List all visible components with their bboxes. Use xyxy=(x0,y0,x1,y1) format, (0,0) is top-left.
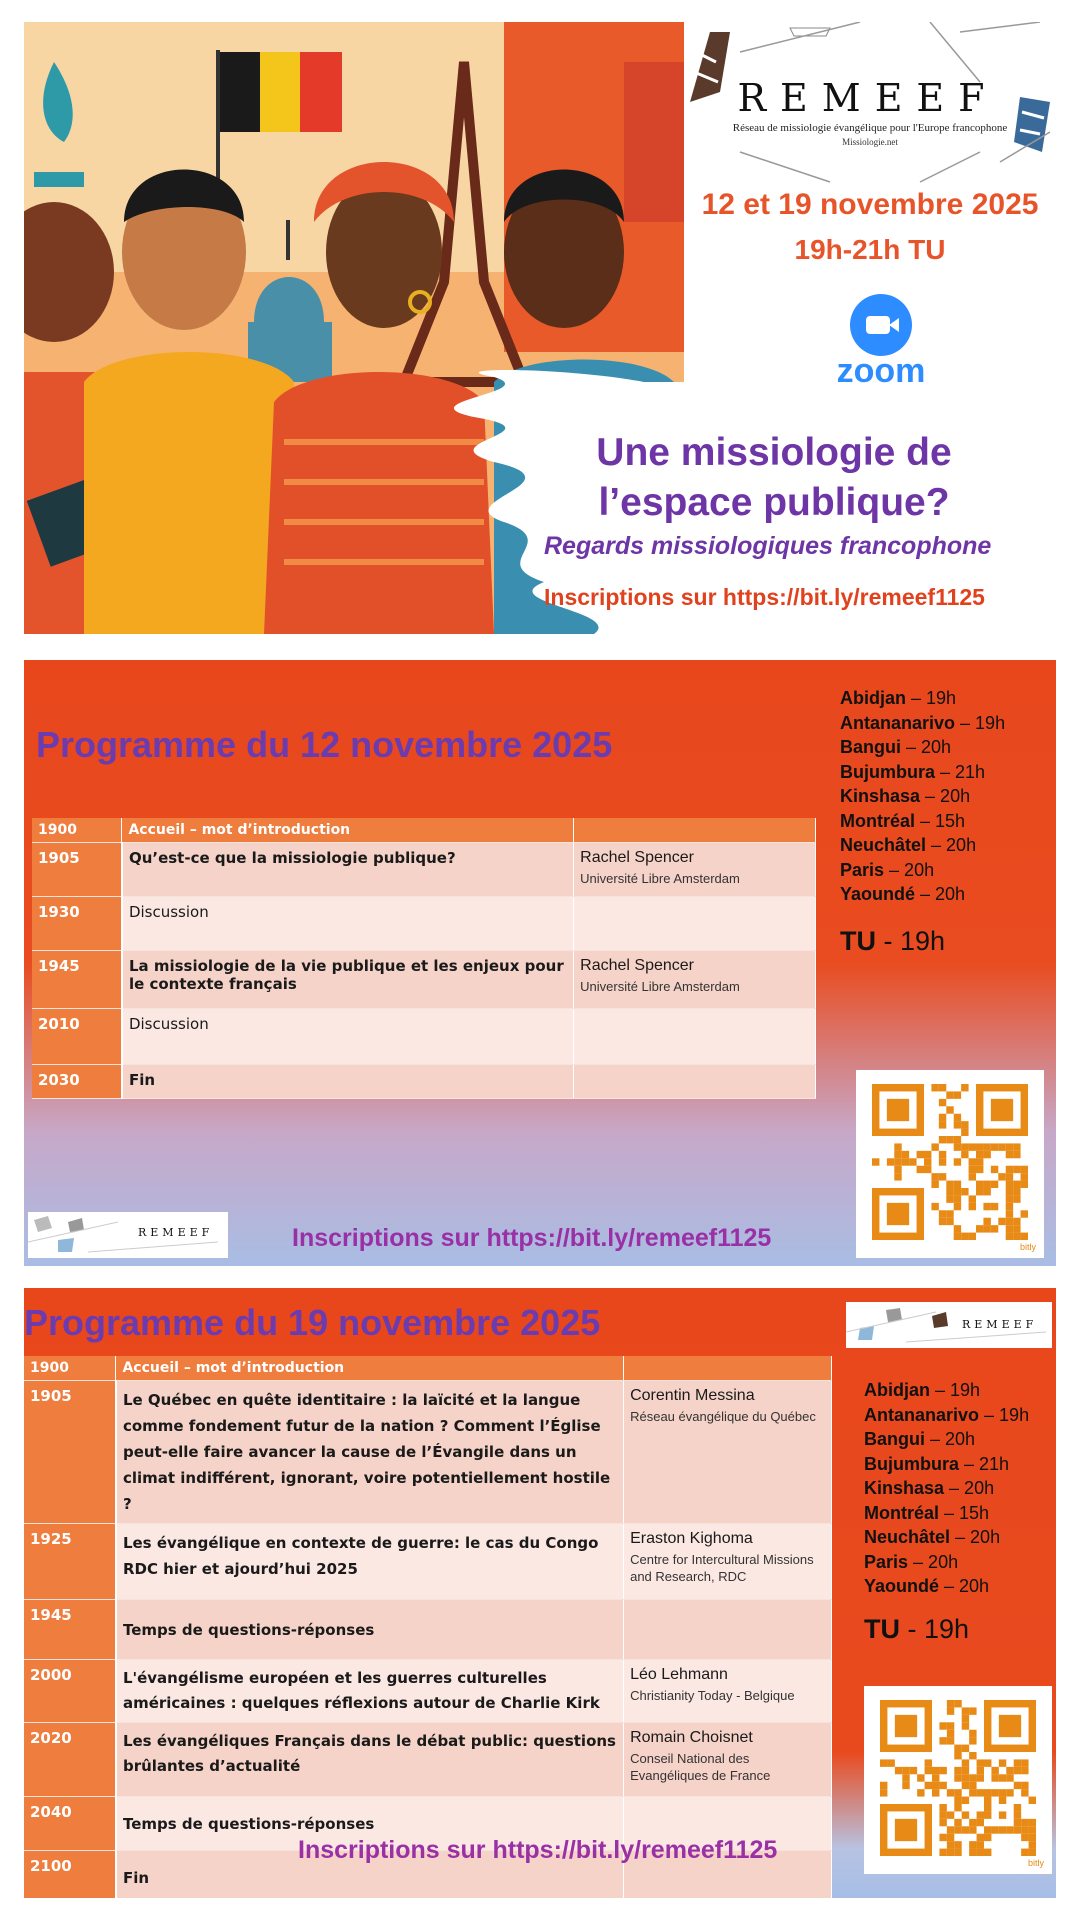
list-item: Neuchâtel – 20h xyxy=(840,835,977,855)
table-row xyxy=(24,1600,832,1660)
speaker-affiliation: Réseau évangélique du Québec xyxy=(630,1409,816,1424)
speaker-affiliation: Université Libre Amsterdam xyxy=(580,979,740,994)
row-time: 1930 xyxy=(32,897,122,951)
program-panel-nov-19 xyxy=(24,1288,1056,1898)
row-time: 1905 xyxy=(32,843,122,897)
row-title: Qu’est-ce que la missiologie publique? xyxy=(122,843,574,897)
row-time: 2100 xyxy=(24,1851,116,1899)
row-time: 2040 xyxy=(24,1797,116,1851)
event-subtitle: Regards missiologiques francophone xyxy=(544,532,992,560)
qr-tag: bitly xyxy=(1019,1242,1036,1252)
list-item: Montréal – 15h xyxy=(864,1502,990,1523)
row-title: Fin xyxy=(116,1851,624,1899)
list-item: Abidjan – 19h xyxy=(840,688,957,708)
speaker-name: Rachel Spencer xyxy=(580,849,694,866)
city-times-list xyxy=(864,1378,1029,1599)
qr-tag: bitly xyxy=(1027,1858,1044,1868)
table-row xyxy=(24,1723,832,1797)
list-item: Kinshasa – 20h xyxy=(840,786,971,806)
zoom-logo xyxy=(830,294,930,414)
remeef-mini-logo xyxy=(28,1212,228,1258)
table-row xyxy=(32,818,816,843)
row-title: La missiologie de la vie publique et les enjeux pour le contexte français xyxy=(122,951,574,1009)
logo-title: REMEEF xyxy=(737,76,999,120)
remeef-mini-logo xyxy=(846,1302,1052,1348)
table-row xyxy=(24,1356,832,1381)
registration-link[interactable]: Inscriptions sur https://bit.ly/remeef1125 xyxy=(298,1836,778,1864)
table-row xyxy=(32,897,816,951)
list-item: Neuchâtel – 20h xyxy=(864,1527,1001,1547)
speaker-name: Rachel Spencer xyxy=(580,957,694,974)
row-title: Les évangélique en contexte de guerre: le cas du Congo RDC hier et ajourd’hui 2025 xyxy=(116,1524,624,1600)
row-title: L'évangélisme européen et les guerres culturelles américaines : quelques réflexions autour de Charlie Kirk xyxy=(116,1660,624,1723)
event-time: 19h-21h TU xyxy=(794,234,946,265)
registration-link[interactable]: Inscriptions sur https://bit.ly/remeef1125 xyxy=(544,584,985,610)
zoom-camera-icon xyxy=(850,294,912,356)
row-time: 1900 xyxy=(24,1356,116,1381)
row-title: Temps de questions-réponses xyxy=(116,1600,624,1660)
speaker-name: Eraston Kighoma xyxy=(630,1530,753,1547)
qr-code-icon xyxy=(872,1084,1028,1240)
zoom-label: zoom xyxy=(836,352,926,390)
table-row xyxy=(32,843,816,897)
speaker-name: Corentin Messina xyxy=(630,1387,755,1404)
list-item: Bangui – 20h xyxy=(840,737,952,757)
row-title: Discussion xyxy=(122,1009,574,1065)
mini-logo-text: REMEEF xyxy=(962,1318,1038,1331)
table-row xyxy=(32,1065,816,1099)
row-time: 1900 xyxy=(32,818,122,843)
logo-site: Missiologie.net xyxy=(842,137,898,147)
list-item: Yaoundé – 20h xyxy=(864,1576,990,1596)
speaker-affiliation: Centre for Intercultural Missions and Research, RDC xyxy=(630,1552,814,1584)
program-table xyxy=(24,1356,832,1898)
table-row xyxy=(24,1660,832,1723)
row-time: 1945 xyxy=(24,1600,116,1660)
row-time: 2030 xyxy=(32,1065,122,1099)
table-row xyxy=(32,951,816,1009)
tu-time: TU - 19h xyxy=(864,1614,970,1644)
row-title: Les évangéliques Français dans le débat public: questions brûlantes d’actualité xyxy=(116,1723,624,1797)
city-times-list xyxy=(840,686,1005,907)
row-time: 1945 xyxy=(32,951,122,1009)
list-item: Kinshasa – 20h xyxy=(864,1478,995,1498)
speaker-name: Léo Lehmann xyxy=(630,1666,728,1683)
row-time: 2020 xyxy=(24,1723,116,1797)
remeef-logo xyxy=(680,22,1056,184)
event-banner xyxy=(24,22,1056,634)
mini-logo-text: REMEEF xyxy=(138,1226,214,1239)
logo-subtitle: Réseau de missiologie évangélique pour l'Europe francophone xyxy=(732,122,1008,134)
qr-code-icon xyxy=(880,1700,1036,1856)
speaker-name: Romain Choisnet xyxy=(630,1729,753,1746)
list-item: Abidjan – 19h xyxy=(864,1380,981,1400)
row-title: Discussion xyxy=(122,897,574,951)
list-item: Bangui – 20h xyxy=(864,1429,976,1449)
row-title: Accueil – mot d’introduction xyxy=(122,818,574,843)
list-item: Yaoundé – 20h xyxy=(840,884,966,904)
qr-code[interactable] xyxy=(864,1686,1052,1874)
row-title: Temps de questions-réponses xyxy=(116,1797,624,1851)
list-item: Paris – 20h xyxy=(864,1551,959,1572)
registration-link[interactable]: Inscriptions sur https://bit.ly/remeef1125 xyxy=(292,1224,772,1252)
event-title xyxy=(494,428,1054,528)
list-item: Bujumbura – 21h xyxy=(840,761,986,782)
event-dates: 12 et 19 novembre 2025 xyxy=(701,188,1039,221)
list-item: Antananarivo – 19h xyxy=(840,712,1006,733)
program-panel-nov-12 xyxy=(24,660,1056,1266)
row-title: Le Québec en quête identitaire : la laïcité et la langue comme fondement futur de la nation ? Comment l’Église peut-elle faire avancer la cause de l’Évangile dans un climat indifférent, ignorant, voire potentiellement hostile ? xyxy=(116,1381,624,1524)
list-item: Montréal – 15h xyxy=(840,810,966,831)
row-title: Fin xyxy=(122,1065,574,1099)
speaker-affiliation: Université Libre Amsterdam xyxy=(580,871,740,886)
row-time: 2000 xyxy=(24,1660,116,1723)
list-item: Bujumbura – 21h xyxy=(864,1453,1010,1474)
table-row xyxy=(32,1009,816,1065)
program-title: Programme du 19 novembre 2025 xyxy=(24,1302,601,1343)
row-time: 1925 xyxy=(24,1524,116,1600)
tu-time: TU - 19h xyxy=(840,926,946,956)
table-row xyxy=(24,1381,832,1524)
program-table xyxy=(32,818,816,1099)
program-title: Programme du 12 novembre 2025 xyxy=(36,724,613,765)
list-item: Paris – 20h xyxy=(840,859,935,880)
event-title-line1: Une missiologie de xyxy=(596,431,952,474)
row-time: 2010 xyxy=(32,1009,122,1065)
row-time: 1905 xyxy=(24,1381,116,1524)
speaker-affiliation: Conseil National des Evangéliques de France xyxy=(630,1751,771,1783)
qr-code[interactable] xyxy=(856,1070,1044,1258)
row-title: Accueil – mot d’introduction xyxy=(116,1356,624,1381)
event-title-line2: l’espace publique? xyxy=(598,481,950,524)
speaker-affiliation: Christianity Today - Belgique xyxy=(630,1688,795,1703)
table-row xyxy=(24,1524,832,1600)
list-item: Antananarivo – 19h xyxy=(864,1404,1030,1425)
